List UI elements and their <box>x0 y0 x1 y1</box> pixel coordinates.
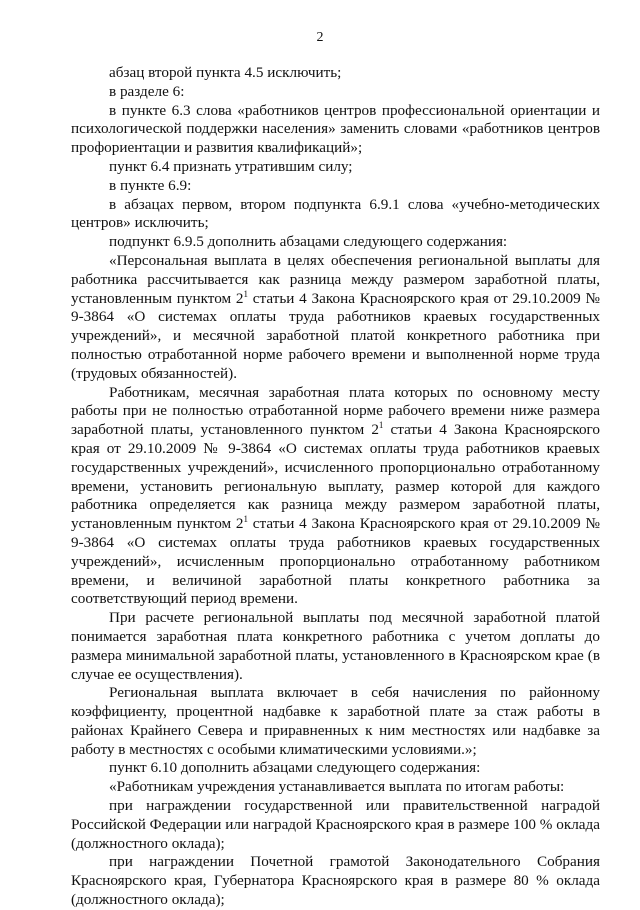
paragraph: в разделе 6: <box>109 82 185 100</box>
document-body <box>71 64 600 910</box>
superscript: 1 <box>243 514 249 525</box>
paragraph: в пункте 6.9: <box>109 176 192 194</box>
paragraph: при награждении Почетной грамотой Законодательного Собрания Красноярского края, Губернатора Красноярского края в размере 80 % оклада (должностного оклада); <box>71 853 600 909</box>
superscript: 1 <box>378 420 384 431</box>
paragraph: в пункте 6.3 слова «работников центров профессиональной ориентации и психологической поддержки населения» заменить словами «работников центров профориентации и развития квалификаций»; <box>71 101 600 157</box>
paragraph: «Работникам учреждения устанавливается выплата по итогам работы: <box>109 778 565 796</box>
paragraph: Работникам, месячная заработная плата которых по основному месту работы при не полностью отработанной норме рабочего времени ниже размера заработной платы, установленного пунктом $2^1$ статьи 4 Закона Красноярского края от 29.10.2009 № 9-3864 «О системах оплаты труда работников краевых государственных учреждений», исчисленного пропорционально отработанному времени, установить региональную выплату, размер которой для каждого работника определяется как разница между размером заработной платы, установленным пунктом $2^1$ статьи 4 Закона Красноярского края от 29.10.2009 № 9-3864 «О системах оплаты труда работников краевых государственных учреждений», исчисленным пропорционально отработанному работником времени, и величиной заработной платы конкретного работника за соответствующий период времени. <box>71 383 600 608</box>
superscript: 1 <box>243 288 249 299</box>
paragraph: При расчете региональной выплаты под месячной заработной платой понимается заработная плата конкретного работника с учетом доплаты до размера минимальной заработной платы, установленного в Красноярском крае (в случае ее осуществления). <box>71 609 600 683</box>
paragraph: в абзацах первом, втором подпункта 6.9.1 слова «учебно-методических центров» исключить; <box>71 195 600 232</box>
paragraph: подпункт 6.9.5 дополнить абзацами следующего содержания: <box>109 233 508 251</box>
paragraph: абзац второй пункта 4.5 исключить; <box>109 64 342 81</box>
paragraph: «Персональная выплата в целях обеспечения региональной выплаты для работника рассчитывается как разница между размером заработной платы, установленным пунктом $2^1$ статьи 4 Закона Красноярского края от 29.10.2009 № 9-3864 «О системах оплаты труда работников краевых государственных учреждений», и месячной заработной платой конкретного работника при полностью отработанной норме рабочего времени и выполненной норме труда (трудовых обязанностей). <box>71 251 600 382</box>
paragraph: пункт 6.10 дополнить абзацами следующего содержания: <box>109 759 481 777</box>
paragraph: пункт 6.4 признать утратившим силу; <box>109 157 353 175</box>
paragraph: Региональная выплата включает в себя начисления по районному коэффициенту, процентной надбавке к заработной плате за стаж работы в районах Крайнего Севера и приравненных к ним местностях или надбавке за работу в местностях с особыми климатическими условиями.»; <box>71 684 600 758</box>
paragraph: при награждении государственной или правительственной наградой Российской Федерации или наградой Красноярского края в размере 100 % оклада (должностного оклада); <box>71 797 600 852</box>
page-number: 2 <box>316 30 324 45</box>
